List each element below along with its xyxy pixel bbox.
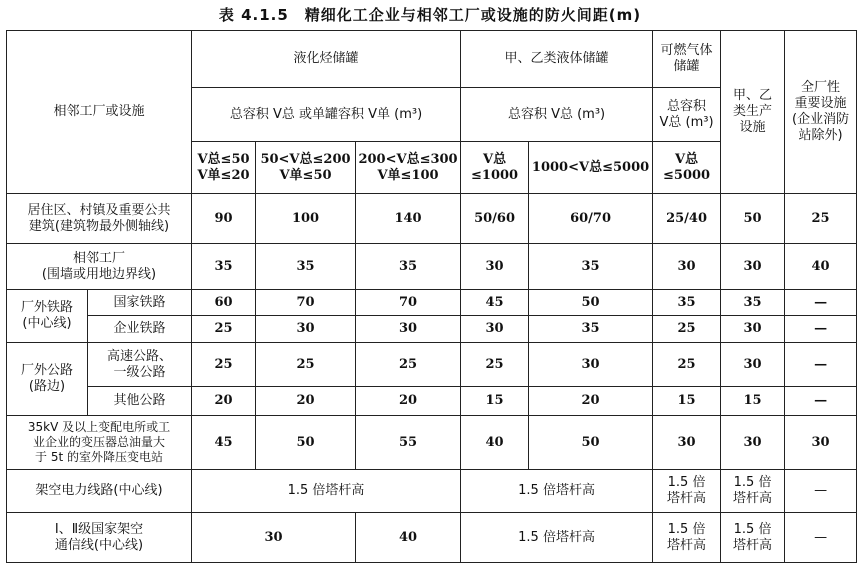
table-cell: 35 xyxy=(653,290,721,316)
table-cell: 25 xyxy=(653,316,721,343)
table-cell: 50 xyxy=(256,416,356,470)
table-title: 表 4.1.5 精细化工企业与相邻工厂或设施的防火间距(m) xyxy=(218,6,642,24)
range-lpg-1: V总≤50 V单≤20 xyxy=(192,142,256,194)
table-cell: — xyxy=(785,290,857,316)
table-cell: — xyxy=(785,387,857,416)
range-ab-1: V总≤1000 xyxy=(461,142,529,194)
row-label-highway: 高速公路、 一级公路 xyxy=(88,343,192,387)
table-cell: 30 xyxy=(721,316,785,343)
table-cell: 20 xyxy=(529,387,653,416)
range-gas-1: V总≤5000 xyxy=(653,142,721,194)
table-cell: 20 xyxy=(192,387,256,416)
table-cell: 25/40 xyxy=(653,194,721,244)
table-cell: 25 xyxy=(461,343,529,387)
table-cell: 1.5 倍 塔杆高 xyxy=(721,470,785,513)
header-ab-volume: 总容积 V总 (m³) xyxy=(461,88,653,142)
header-lpg: 液化烃储罐 xyxy=(192,31,461,88)
table-cell: — xyxy=(785,316,857,343)
table-cell: 30 xyxy=(785,416,857,470)
table-cell: 1.5 倍塔杆高 xyxy=(192,470,461,513)
row-label-residential: 居住区、村镇及重要公共 建筑(建筑物最外侧轴线) xyxy=(7,194,192,244)
row-label-enterprise-railway: 企业铁路 xyxy=(88,316,192,343)
table-cell: 40 xyxy=(356,513,461,563)
table-cell: 50 xyxy=(721,194,785,244)
row-label-adjacent-plant: 相邻工厂 (围墙或用地边界线) xyxy=(7,244,192,290)
table-cell: 35 xyxy=(721,290,785,316)
table-cell: — xyxy=(785,343,857,387)
table-cell: 35 xyxy=(529,244,653,290)
table-cell: 30 xyxy=(256,316,356,343)
range-lpg-3: 200<V总≤300 V单≤100 xyxy=(356,142,461,194)
table-cell: 30 xyxy=(461,244,529,290)
table-cell: 60/70 xyxy=(529,194,653,244)
table-cell: 45 xyxy=(192,416,256,470)
table-cell: 50 xyxy=(529,290,653,316)
table-cell: 50 xyxy=(529,416,653,470)
table-cell: 30 xyxy=(653,416,721,470)
table-cell: 60 xyxy=(192,290,256,316)
table-cell: 90 xyxy=(192,194,256,244)
table-cell: — xyxy=(785,470,857,513)
header-row-label: 相邻工厂或设施 xyxy=(7,31,192,194)
range-ab-2: 1000<V总≤5000 xyxy=(529,142,653,194)
header-important-facilities: 全厂性 重要设施 (企业消防 站除外) xyxy=(785,31,857,194)
table-cell: 35 xyxy=(192,244,256,290)
table-cell: 35 xyxy=(356,244,461,290)
table-cell: 30 xyxy=(721,343,785,387)
table-cell: 25 xyxy=(256,343,356,387)
table-cell: 25 xyxy=(653,343,721,387)
header-lpg-volume: 总容积 V总 或单罐容积 V单 (m³) xyxy=(192,88,461,142)
table-cell: 15 xyxy=(461,387,529,416)
table-cell: 30 xyxy=(721,416,785,470)
table-cell: 30 xyxy=(653,244,721,290)
row-group-road: 厂外公路 (路边) xyxy=(7,343,88,416)
table-cell: — xyxy=(785,513,857,563)
header-ab-liquid: 甲、乙类液体储罐 xyxy=(461,31,653,88)
range-lpg-2: 50<V总≤200 V单≤50 xyxy=(256,142,356,194)
table-cell: 30 xyxy=(192,513,356,563)
table-cell: 35 xyxy=(529,316,653,343)
header-gas: 可燃气体 储罐 xyxy=(653,31,721,88)
table-cell: 70 xyxy=(256,290,356,316)
table-cell: 25 xyxy=(192,316,256,343)
table-cell: 70 xyxy=(356,290,461,316)
table-cell: 55 xyxy=(356,416,461,470)
table-cell: 1.5 倍塔杆高 xyxy=(461,470,653,513)
table-cell: 45 xyxy=(461,290,529,316)
table-cell: 30 xyxy=(356,316,461,343)
table-cell: 1.5 倍 塔杆高 xyxy=(653,470,721,513)
row-label-substation: 35kV 及以上变配电所或工 业企业的变压器总油量大 于 5t 的室外降压变电站 xyxy=(7,416,192,470)
table-cell: 30 xyxy=(721,244,785,290)
table-cell: 25 xyxy=(356,343,461,387)
table-cell: 15 xyxy=(721,387,785,416)
table-cell: 50/60 xyxy=(461,194,529,244)
table-cell: 40 xyxy=(461,416,529,470)
row-label-national-railway: 国家铁路 xyxy=(88,290,192,316)
row-label-other-road: 其他公路 xyxy=(88,387,192,416)
fire-distance-table xyxy=(6,30,857,563)
row-label-power-line: 架空电力线路(中心线) xyxy=(7,470,192,513)
table-cell: 20 xyxy=(356,387,461,416)
table-cell: 1.5 倍塔杆高 xyxy=(461,513,653,563)
table-cell: 100 xyxy=(256,194,356,244)
table-cell: 35 xyxy=(256,244,356,290)
table-cell: 25 xyxy=(785,194,857,244)
table-cell: 30 xyxy=(461,316,529,343)
table-cell: 140 xyxy=(356,194,461,244)
table-cell: 20 xyxy=(256,387,356,416)
row-label-telecom: Ⅰ、Ⅱ级国家架空 通信线(中心线) xyxy=(7,513,192,563)
row-group-railway: 厂外铁路 (中心线) xyxy=(7,290,88,343)
table-cell: 1.5 倍 塔杆高 xyxy=(721,513,785,563)
table-cell: 25 xyxy=(192,343,256,387)
header-ab-production: 甲、乙 类生产 设施 xyxy=(721,31,785,194)
table-cell: 30 xyxy=(529,343,653,387)
header-gas-volume: 总容积 V总 (m³) xyxy=(653,88,721,142)
table-cell: 40 xyxy=(785,244,857,290)
table-cell: 1.5 倍 塔杆高 xyxy=(653,513,721,563)
table-cell: 15 xyxy=(653,387,721,416)
